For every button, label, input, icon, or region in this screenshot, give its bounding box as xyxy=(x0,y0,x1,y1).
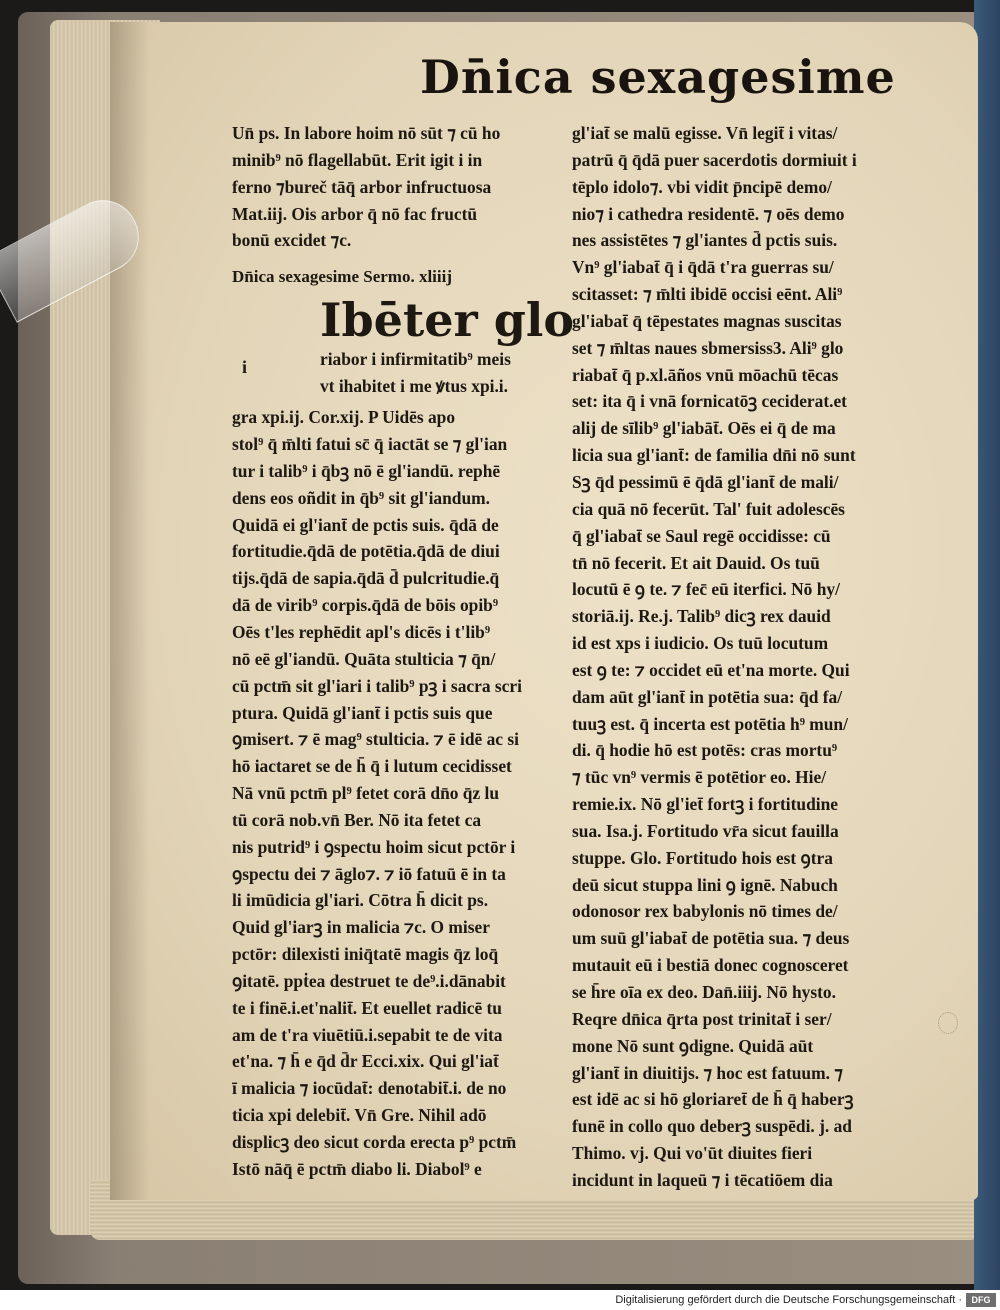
text-line: Istō nāq̄ ē pctm̄ diabo li. Diabol⁹ e xyxy=(232,1158,482,1179)
text-line: di. q̄ hodie hō est potēs: cras mortu⁹ xyxy=(572,740,838,761)
text-line: dā de virib⁹ corpis.q̄dā de bōis opib⁹ xyxy=(232,595,499,616)
text-line: deū sicut stuppa lini ꝯ ignē. Nabuch xyxy=(572,874,838,895)
text-line: est ꝯ te: ⁊ occidet eū et'na morte. Qui xyxy=(572,659,850,680)
text-line: nio⁊ i cathedra residentē. ⁊ oēs demo xyxy=(572,203,845,224)
running-head: Dn̄ica sexagesime xyxy=(420,50,896,104)
text-line: nis putrid⁹ i ꝯspectu hoim sicut pctōr i xyxy=(232,836,516,857)
text-line: li imūdicia gl'iari. Cōtra h̄ dicit ps. xyxy=(232,890,489,911)
text-line: licia sua gl'iant̄: de familia dn̄i nō sunt xyxy=(572,445,856,466)
text-line: nō eē gl'iandū. Quāta stulticia ⁊ q̄n/ xyxy=(232,648,496,669)
text-line: cia quā nō fecerūt. Tal' fuit adolescēs xyxy=(572,498,845,519)
text-line: te i finē.i.et'nalit̄. Et euellet radicē tu xyxy=(232,997,502,1018)
text-line: Quid gl'iarꝫ in malicia ⁊c. O miser xyxy=(232,917,490,938)
text-line: Oēs t'les rephēdit apl's dicēs i t'lib⁹ xyxy=(232,621,491,642)
text-line: gra xpi.ij. Cor.xij. P Uidēs apo xyxy=(232,407,456,428)
text-line: tijs.q̄dā de sapia.q̄dā d̄ pulcritudie.q̄ xyxy=(232,568,500,589)
text-line: gl'iabat̄ q̄ tēpestates magnas suscitas xyxy=(572,310,842,331)
text-line: scitasset: ⁊ m̄lti ibidē occisi eēnt. Ali⁹ xyxy=(572,284,843,305)
text-line: funē in collo quo deberꝫ suspēdi. j. ad xyxy=(572,1116,852,1137)
text-line: Reqre dn̄ica q̄rta post trinitat̄ i ser/ xyxy=(572,1008,832,1029)
text-line: mone Nō sunt ꝯdigne. Quidā aūt xyxy=(572,1035,814,1056)
text-line: ꝯspectu dei ⁊ āglo⁊. ⁊ iō fatuū ē in ta xyxy=(232,863,506,884)
text-line: ⁊ tūc vn⁹ vermis ē potētior eo. Hie/ xyxy=(572,767,827,788)
text-line: locutū ē ꝯ te. ⁊ fec̄ eū iterfici. Nō hy/ xyxy=(572,579,840,600)
text-line: set ⁊ m̄ltas naues sbmersiss3. Ali⁹ glo xyxy=(572,337,844,358)
text-line: storiā.ij. Re.j. Talib⁹ dicꝫ rex dauid xyxy=(572,606,831,627)
text-line: Thimo. vj. Qui vo'ūt diuites fieri xyxy=(572,1143,813,1164)
text-line: est idē ac si hō gloriaret̄ de h̄ q̄ haberꝫ xyxy=(572,1089,854,1110)
text-line: displicꝫ deo sicut corda erecta p⁹ pctm̄ xyxy=(232,1132,517,1152)
text-line: Sꝫ q̄d pessimū ē q̄dā gl'iant̄ de mali/ xyxy=(572,471,839,492)
dfg-logo: DFG xyxy=(966,1293,996,1307)
text-line: set: ita q̄ i vnā fornicatōꝫ ceciderat.et xyxy=(572,391,847,412)
text-line: nes assistētes ⁊ gl'iantes d̄ pctis suis. xyxy=(572,230,838,251)
text-line: am de t'ra viuētiū.i.sepabit te de vita xyxy=(232,1024,503,1045)
text-line: ferno ⁊bureč tāq̄ arbor infructuosa xyxy=(232,176,492,197)
guide-letter: i xyxy=(242,357,248,378)
text-line: um suū gl'iabat̄ de potētia sua. ⁊ deus xyxy=(572,928,850,949)
gutter-shadow xyxy=(110,22,150,1200)
text-line: tn̄ nō fecerit. Et ait Dauid. Os tuū xyxy=(572,552,820,573)
text-line: stuppe. Glo. Fortitudo hois est ꝯtra xyxy=(572,847,833,868)
left-column xyxy=(232,120,575,1183)
text-line: sua. Isa.j. Fortitudo vr̄a sicut fauilla xyxy=(572,820,839,841)
text-line: patrū q̄ q̄dā puer sacerdotis dormiuit i xyxy=(572,149,857,170)
text-line: pctōr: dilexisti iniq̄tatē magis q̄z loq̄ xyxy=(232,944,499,965)
text-line: tur i talib⁹ i q̄bꝫ nō ē gl'iandū. rephē xyxy=(232,460,501,481)
text-line: Un̄ ps. In labore hoim nō sūt ⁊ cū ho xyxy=(232,123,501,143)
text-line: ꝯitatē. ppṫea destruet te de⁹.i.dānabit xyxy=(232,970,506,991)
text-line: Nā vnū pctm̄ pl⁹ fetet corā dn̄o q̄z lu xyxy=(232,783,500,804)
text-line: fortitudie.q̄dā de potētia.q̄dā de diui xyxy=(232,541,500,562)
text-line: bonū excidet ⁊c. xyxy=(232,230,352,251)
footer-credit: Digitalisierung gefördert durch die Deutsche Forschungsgemeinschaft · xyxy=(615,1294,962,1306)
text-line: ptura. Quidā gl'iant̄ i pctis suis que xyxy=(232,702,493,723)
text-line: mutauit eū i bestiā donec cognosceret xyxy=(572,955,849,976)
text-line: stol⁹ q̄ m̄lti fatui sc̄ q̄ iactāt se ⁊ gl'ian xyxy=(232,434,508,455)
text-line: odonosor rex babylonis nō times de/ xyxy=(572,901,838,922)
right-column xyxy=(572,120,902,1194)
text-line: q̄ gl'iabat̄ se Saul regē occidisse: cū xyxy=(572,525,831,546)
text-line: tēplo idolo⁊. vbi vidit p̄ncipē demo/ xyxy=(572,176,832,197)
text-line: tuuꝫ est. q̄ incerta est potētia h⁹ mun/ xyxy=(572,713,848,734)
text-line: ꝯmisert. ⁊ ē mag⁹ stulticia. ⁊ ē idē ac si xyxy=(232,729,519,750)
text-line: Mat.iij. Ois arbor q̄ nō fac fructū xyxy=(232,203,478,224)
text-line: riabat̄ q̄ p.xl.āños vnū mōachū tēcas xyxy=(572,364,839,385)
text-line: incidunt in laqueū ⁊ i tēcatiōem dia xyxy=(572,1169,833,1190)
text-line: dam aūt gl'iant̄ in potētia sua: q̄d fa/ xyxy=(572,686,843,707)
text-line: ticia xpi delebit̄. Vn̄ Gre. Nihil adō xyxy=(232,1105,487,1126)
text-line: gl'iat̄ se malū egisse. Vn̄ legit̄ i vitas/ xyxy=(572,123,838,143)
text-line: ī malicia ⁊ iocūdat̄: denotabit̄.i. de no xyxy=(232,1078,507,1099)
decorated-initial-line: Ibēter glo xyxy=(320,293,575,348)
text-line: vt ihabitet i me ꝟtus xpi.i. xyxy=(320,376,508,397)
text-line: alij de sīlib⁹ gl'iabāt̄. Oēs ei q̄ de ma xyxy=(572,418,836,439)
text-line: riabor i infirmitatib⁹ meis xyxy=(320,349,511,370)
ink-mark xyxy=(938,1012,958,1034)
initial-block xyxy=(232,293,575,404)
text-line: et'na. ⁊ h̄ e q̄d d̄r Ecci.xix. Qui gl'iat̄ xyxy=(232,1051,499,1072)
text-line: hō iactaret se de h̄ q̄ i lutum cecidisset xyxy=(232,756,512,777)
text-line: tū corā nob.vn̄ Ber. Nō ita fetet ca xyxy=(232,809,482,830)
text-line: se h̄re oīa ex deo. Dan̄.iiij. Nō hysto. xyxy=(572,982,836,1002)
text-line: id est xps i iudicio. Os tuū locutum xyxy=(572,633,829,654)
text-line: cū pctm̄ sit gl'iari i talib⁹ pꝫ i sacra scri xyxy=(232,675,522,696)
text-line: gl'iant̄ in diuitijs. ⁊ hoc est fatuum. ⁊ xyxy=(572,1062,843,1083)
text-line: Quidā ei gl'iant̄ de pctis suis. q̄dā de xyxy=(232,514,499,535)
sermon-heading: Dn̄ica sexagesime Sermo. xliiij xyxy=(232,267,453,287)
text-line: minib⁹ nō flagellabūt. Erit igit i in xyxy=(232,149,483,170)
text-line: remie.ix. Nō gl'iet̄ fortꝫ i fortitudine xyxy=(572,794,838,815)
text-line: dens eos oñdit in q̄b⁹ sit gl'iandum. xyxy=(232,487,490,508)
digitization-footer xyxy=(0,1290,1000,1310)
text-line: Vn⁹ gl'iabat̄ q̄ i q̄dā t'ra guerras su/ xyxy=(572,257,834,278)
